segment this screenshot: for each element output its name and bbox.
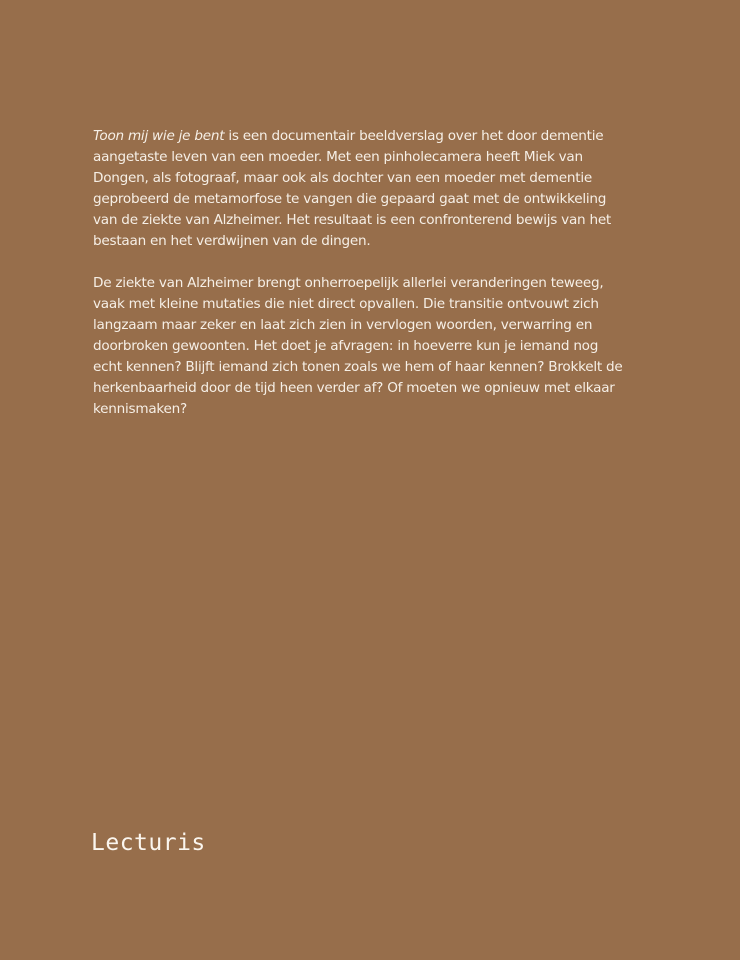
blurb-text: [93, 126, 623, 441]
blurb-paragraph-1: [93, 126, 623, 252]
blurb-paragraph-1-text: is een documentair beeldverslag over het door dementie aangetaste leven van een moeder. Met een pinholecamera heeft Miek van Dongen, als fotograaf, maar ook als dochter van een moeder met dementie geprobeerd de metamorfose te vangen die gepaard gaat met de ontwikkeling van de ziekte van Alzheimer. Het resultaat is een confronterend bewijs van het bestaan en het verdwijnen van de dingen.: [93, 128, 612, 249]
publisher-logo: Lecturis: [91, 830, 206, 856]
blurb-paragraph-2: De ziekte van Alzheimer brengt onherroepelijk allerlei veranderingen teweeg, vaak met kleine mutaties die niet direct opvallen. Die transitie ontvouwt zich langzaam maar zeker en laat zich zien in vervlogen woorden, verwarring en doorbroken gewoonten. Het doet je afvragen: in hoeverre kun je iemand nog echt kennen? Blijft iemand zich tonen zoals we hem of haar kennen? Brokkelt de herkenbaarheid door de tijd heen verder af? Of moeten we opnieuw met elkaar kennismaken?: [93, 275, 623, 417]
book-title: Toon mij wie je bent: [93, 128, 225, 144]
